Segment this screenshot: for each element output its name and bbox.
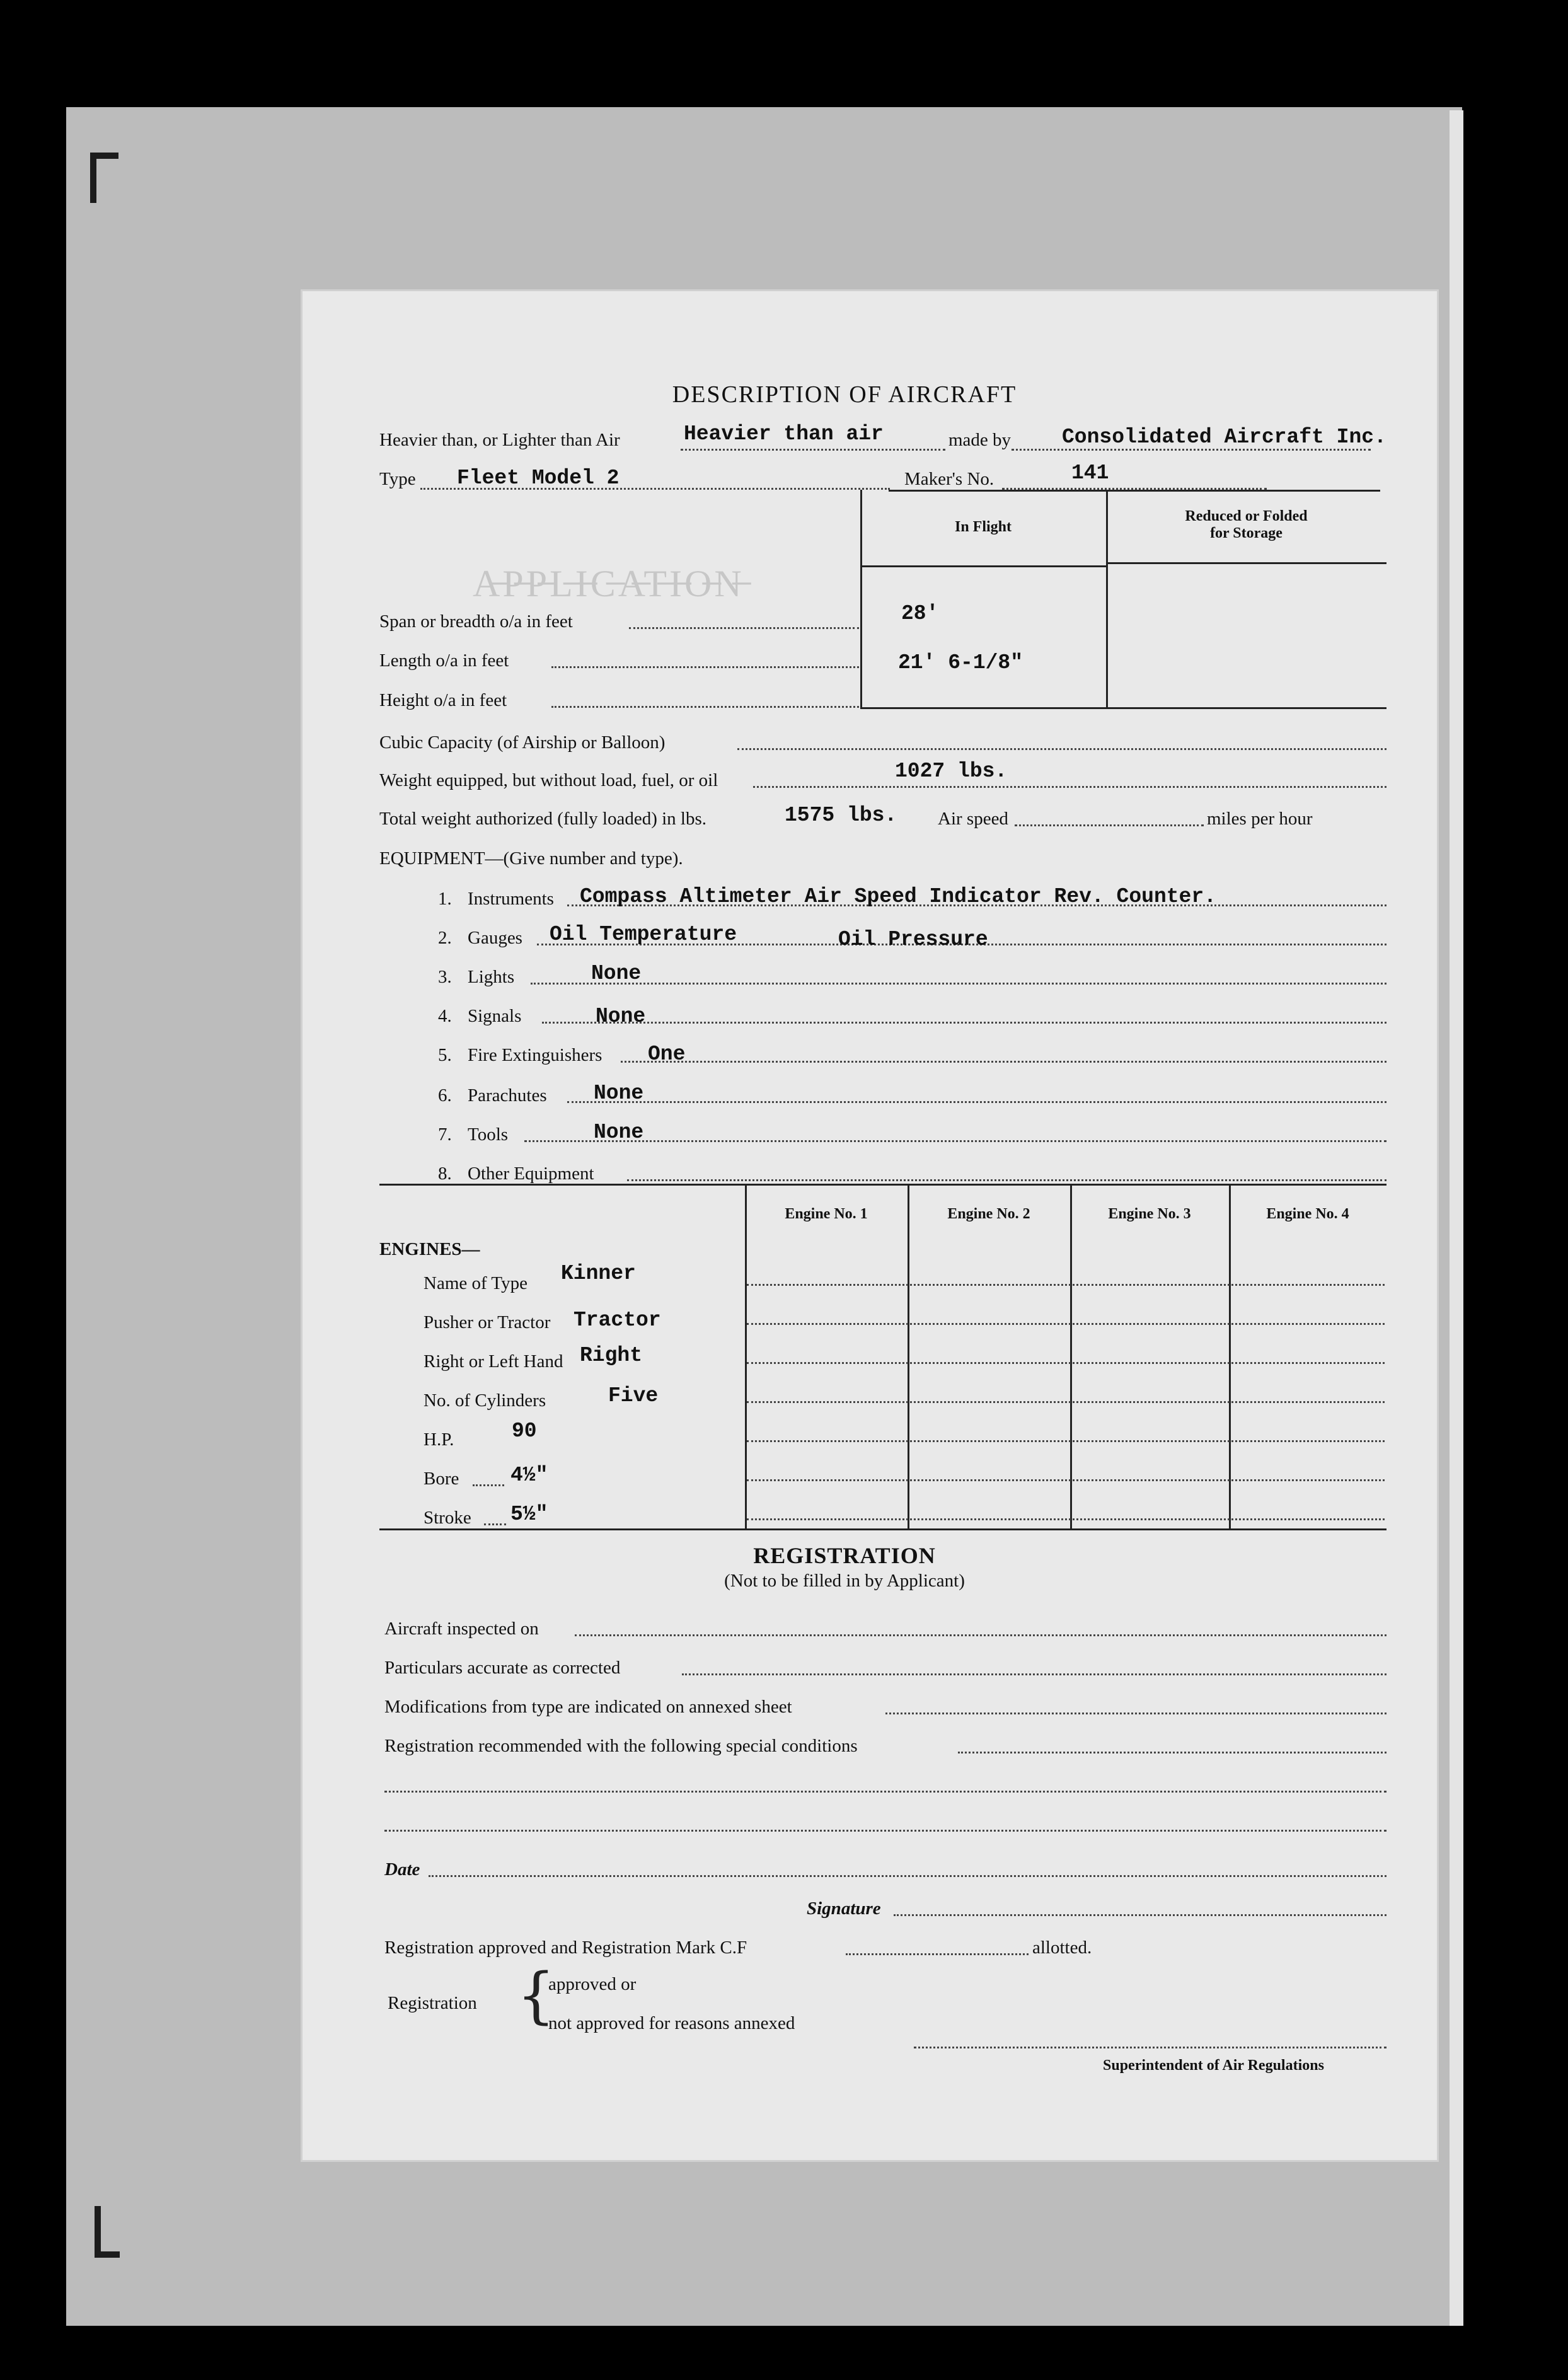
equipment-num-2: 2. xyxy=(438,928,452,948)
signature-dots xyxy=(894,1914,1386,1916)
other-equipment-dots xyxy=(627,1179,1386,1181)
engine-no-1-header: Engine No. 1 xyxy=(785,1206,868,1222)
other-equipment-label: Other Equipment xyxy=(468,1164,594,1184)
weight-equipped-dots xyxy=(753,786,1386,788)
span-dots xyxy=(629,627,859,629)
lights-value: None xyxy=(591,962,642,985)
brace-symbol: { xyxy=(517,1960,556,2031)
engine-name-label: Name of Type xyxy=(424,1273,527,1293)
superintendent-signature-dots xyxy=(914,2047,1386,2048)
gauges-value-2: Oil Pressure xyxy=(838,928,988,951)
signals-dots xyxy=(542,1022,1386,1024)
total-weight-label: Total weight authorized (fully loaded) in lbs. xyxy=(379,809,707,829)
weight-equipped-label: Weight equipped, but without load, fuel, or oil xyxy=(379,770,718,790)
span-label: Span or breadth o/a in feet xyxy=(379,611,573,632)
weight-equipped-value: 1027 lbs. xyxy=(895,760,1008,783)
gauges-value-1: Oil Temperature xyxy=(550,923,737,946)
made-by-value: Consolidated Aircraft Inc. xyxy=(1062,425,1386,449)
modifications-label: Modifications from type are indicated on annexed sheet xyxy=(384,1697,792,1717)
engines-heading: ENGINES— xyxy=(379,1239,480,1259)
air-speed-dots xyxy=(1015,824,1204,826)
engine-row-line-3 xyxy=(747,1362,1385,1364)
cylinders-value: Five xyxy=(608,1384,659,1407)
modifications-dots xyxy=(885,1713,1386,1714)
engine-row-line-6 xyxy=(747,1479,1385,1481)
in-flight-header: In Flight xyxy=(954,519,1012,535)
crop-mark-top-left xyxy=(90,153,96,203)
engine-name-value: Kinner xyxy=(561,1262,636,1285)
engine-col-3-left xyxy=(1070,1185,1072,1528)
aircraft-inspected-dots xyxy=(575,1634,1386,1636)
lights-dots xyxy=(531,983,1386,985)
air-speed-label: Air speed xyxy=(938,809,1008,829)
equipment-num-6: 6. xyxy=(438,1085,452,1106)
total-weight-value: 1575 lbs. xyxy=(785,804,897,827)
miles-per-hour-label: miles per hour xyxy=(1207,809,1313,829)
registration-mark-dots xyxy=(846,1953,1029,1955)
registration-subheading: (Not to be filled in by Applicant) xyxy=(724,1571,965,1591)
equipment-num-7: 7. xyxy=(438,1124,452,1145)
conditions-line-2 xyxy=(384,1830,1386,1832)
instruments-value: Compass Altimeter Air Speed Indicator Rev. Counter. xyxy=(580,885,1216,908)
engine-col-2-left xyxy=(908,1185,909,1528)
not-approved-label: not approved for reasons annexed xyxy=(548,2013,795,2033)
lights-label: Lights xyxy=(468,967,515,987)
engine-col-4-left xyxy=(1229,1185,1231,1528)
height-label: Height o/a in feet xyxy=(379,690,507,710)
page-title: DESCRIPTION OF AIRCRAFT xyxy=(672,381,1017,408)
date-dots xyxy=(429,1875,1386,1877)
parachutes-value: None xyxy=(594,1082,644,1105)
stroke-label: Stroke xyxy=(424,1508,471,1528)
cubic-capacity-label: Cubic Capacity (of Airship or Balloon) xyxy=(379,732,666,753)
type-label: Type xyxy=(379,469,416,489)
type-row-underline xyxy=(889,490,1380,492)
bore-label: Bore xyxy=(424,1469,459,1489)
engine-row-line-7 xyxy=(747,1518,1385,1520)
type-value: Fleet Model 2 xyxy=(457,466,620,490)
registration-approved-label: Registration approved and Registration Mark C.F xyxy=(384,1938,747,1958)
equipment-num-5: 5. xyxy=(438,1045,452,1065)
engine-no-3-header: Engine No. 3 xyxy=(1108,1206,1191,1222)
allotted-label: allotted. xyxy=(1032,1938,1092,1958)
hp-value: 90 xyxy=(512,1419,537,1443)
cubic-dots xyxy=(737,748,1386,750)
superintendent-label: Superintendent of Air Regulations xyxy=(1103,2057,1324,2074)
dims-header-underline xyxy=(860,565,1106,567)
heavier-lighter-value: Heavier than air xyxy=(684,422,884,446)
approved-or-label: approved or xyxy=(548,1974,637,1994)
length-dots xyxy=(551,666,859,668)
tools-label: Tools xyxy=(468,1124,509,1145)
stroke-dots xyxy=(484,1523,506,1525)
engine-row-line-2 xyxy=(747,1323,1385,1325)
heavier-lighter-label: Heavier than, or Lighter than Air xyxy=(379,430,620,450)
pusher-tractor-label: Pusher or Tractor xyxy=(424,1312,551,1332)
signals-label: Signals xyxy=(468,1006,522,1026)
registration-status-label: Registration xyxy=(388,1993,477,2013)
cylinders-label: No. of Cylinders xyxy=(424,1390,546,1411)
engine-no-2-header: Engine No. 2 xyxy=(947,1206,1030,1222)
engine-row-line-1 xyxy=(747,1284,1385,1286)
bore-value: 4½" xyxy=(510,1464,548,1487)
signature-label: Signature xyxy=(807,1898,881,1919)
made-by-dots xyxy=(1012,449,1371,451)
aircraft-inspected-label: Aircraft inspected on xyxy=(384,1619,539,1639)
crop-mark-bottom-left-h xyxy=(95,2251,120,2258)
dims-header-underline-2 xyxy=(1106,562,1386,564)
stroke-value: 5½" xyxy=(510,1503,548,1526)
height-dots xyxy=(551,706,859,708)
tools-value: None xyxy=(594,1121,644,1144)
tools-dots xyxy=(524,1140,1386,1142)
reduced-folded-header-1: Reduced or Folded xyxy=(1185,508,1308,524)
pusher-tractor-value: Tractor xyxy=(574,1308,661,1332)
fire-extinguishers-label: Fire Extinguishers xyxy=(468,1045,602,1065)
right-left-hand-value: Right xyxy=(580,1344,643,1367)
span-value: 28' xyxy=(901,602,939,625)
description-of-aircraft-form xyxy=(303,291,1437,2160)
parachutes-label: Parachutes xyxy=(468,1085,547,1106)
dims-bottom-line xyxy=(860,707,1386,709)
engine-col-1-left xyxy=(745,1185,747,1528)
registration-recommended-label: Registration recommended with the following special conditions xyxy=(384,1736,858,1756)
bleed-through-text: A̶P̶P̶L̶I̶C̶A̶T̶I̶O̶N̶ xyxy=(473,563,744,604)
signals-value: None xyxy=(596,1005,646,1028)
engines-bottom-line xyxy=(379,1528,1386,1530)
right-scan-edge xyxy=(1450,110,1463,2326)
fire-extinguishers-dots xyxy=(621,1061,1386,1063)
crop-mark-top-left-h xyxy=(90,153,118,159)
equipment-heading: EQUIPMENT—(Give number and type). xyxy=(379,848,683,869)
engine-no-4-header: Engine No. 4 xyxy=(1266,1206,1349,1222)
equipment-bottom-line xyxy=(379,1184,1386,1186)
particulars-dots xyxy=(682,1673,1386,1675)
bore-dots xyxy=(473,1484,504,1486)
particulars-accurate-label: Particulars accurate as corrected xyxy=(384,1658,621,1678)
length-value: 21' 6-1/8" xyxy=(898,651,1023,674)
parachutes-dots xyxy=(567,1101,1386,1103)
equipment-num-8: 8. xyxy=(438,1164,452,1184)
makers-no-value: 141 xyxy=(1071,461,1109,485)
reduced-folded-header-2: for Storage xyxy=(1210,525,1283,541)
engine-row-line-5 xyxy=(747,1440,1385,1442)
registration-heading: REGISTRATION xyxy=(753,1543,936,1568)
heavier-dots xyxy=(681,449,945,451)
instruments-label: Instruments xyxy=(468,889,554,909)
hp-label: H.P. xyxy=(424,1430,454,1450)
gauges-label: Gauges xyxy=(468,928,522,948)
equipment-num-4: 4. xyxy=(438,1006,452,1026)
makers-no-label: Maker's No. xyxy=(904,469,994,489)
right-left-hand-label: Right or Left Hand xyxy=(424,1351,563,1372)
fire-extinguishers-value: One xyxy=(648,1043,686,1066)
engine-row-line-4 xyxy=(747,1401,1385,1403)
recommended-dots xyxy=(958,1752,1386,1753)
crop-mark-bottom-left xyxy=(95,2206,101,2256)
made-by-label: made by xyxy=(948,430,1012,450)
date-label: Date xyxy=(384,1859,420,1880)
equipment-num-1: 1. xyxy=(438,889,452,909)
length-label: Length o/a in feet xyxy=(379,650,509,671)
conditions-line-1 xyxy=(384,1791,1386,1793)
equipment-num-3: 3. xyxy=(438,967,452,987)
